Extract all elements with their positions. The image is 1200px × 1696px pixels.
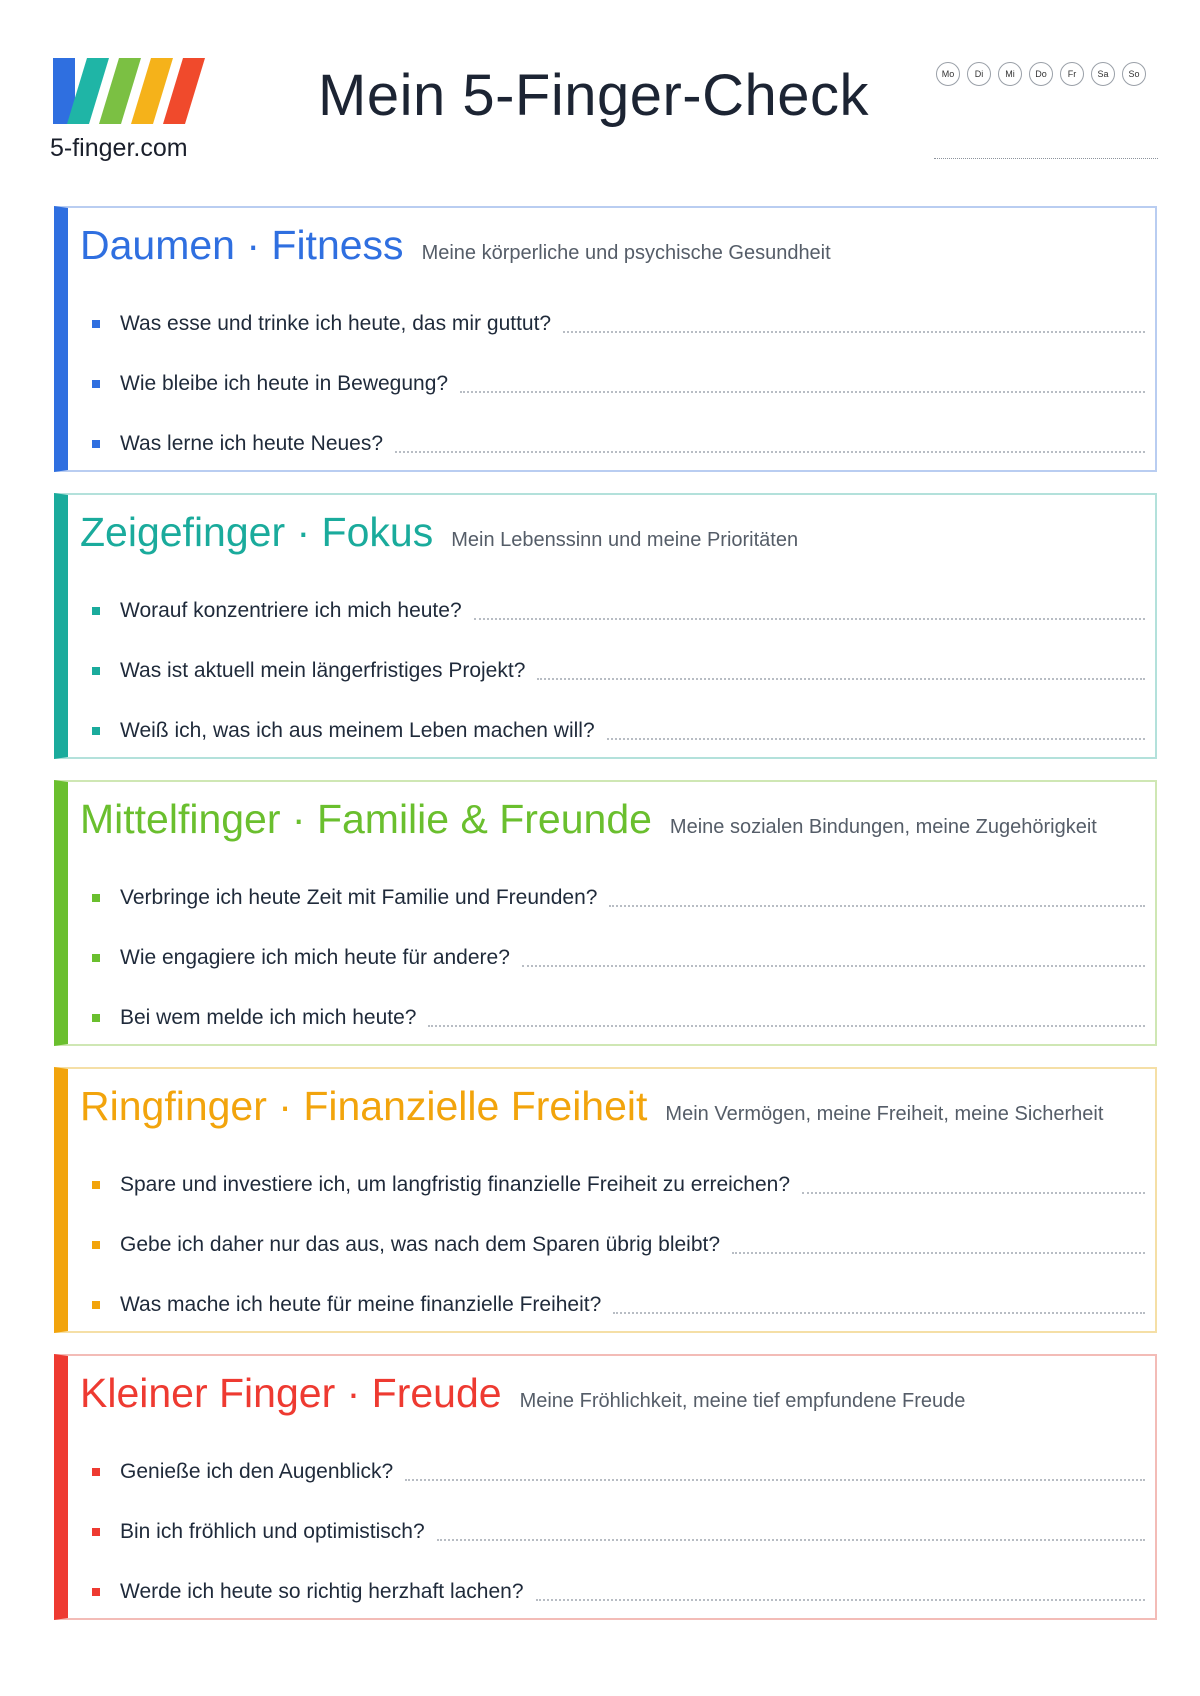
bullet-icon [92, 1241, 100, 1249]
question-row [80, 1577, 1145, 1607]
bullet-icon [92, 380, 100, 388]
question-text: Was ist aktuell mein längerfristiges Projekt? [120, 659, 526, 682]
section-header [80, 509, 798, 556]
page-header [0, 0, 1200, 200]
question-text: Werde ich heute so richtig herzhaft lachen? [120, 1580, 524, 1603]
answer-line[interactable] [522, 965, 1145, 967]
question-text: Spare und investiere ich, um langfristig finanzielle Freiheit zu erreichen? [120, 1173, 791, 1196]
answer-line[interactable] [405, 1479, 1145, 1481]
answer-line[interactable] [428, 1025, 1145, 1027]
question-text: Was esse und trinke ich heute, das mir guttut? [120, 312, 552, 335]
question-row [80, 309, 1145, 339]
bullet-icon [92, 1528, 100, 1536]
weekday-selector [936, 62, 1146, 86]
section-header [80, 1083, 1103, 1130]
site-url: 5-finger.com [50, 134, 188, 162]
question-row [80, 1230, 1145, 1260]
day-circle-sa[interactable]: Sa [1091, 62, 1115, 86]
question-text: Worauf konzentriere ich mich heute? [120, 599, 462, 622]
bullet-icon [92, 320, 100, 328]
section-finanzen [54, 1067, 1157, 1333]
answer-line[interactable] [536, 1599, 1145, 1601]
bullet-icon [92, 727, 100, 735]
question-row [80, 1290, 1145, 1320]
day-circle-do[interactable]: Do [1029, 62, 1053, 86]
question-row [80, 429, 1145, 459]
question-row [80, 656, 1145, 686]
bullet-icon [92, 667, 100, 675]
section-subtitle: Meine sozialen Bindungen, meine Zugehörigkeit [669, 816, 1097, 838]
bullet-icon [92, 1301, 100, 1309]
question-row [80, 1517, 1145, 1547]
answer-line[interactable] [437, 1539, 1145, 1541]
question-row [80, 883, 1145, 913]
answer-line[interactable] [732, 1252, 1145, 1254]
date-line[interactable] [934, 158, 1158, 159]
section-fokus [54, 493, 1157, 759]
question-text: Wie bleibe ich heute in Bewegung? [120, 372, 449, 395]
question-row [80, 1170, 1145, 1200]
bullet-icon [92, 440, 100, 448]
section-header [80, 222, 831, 269]
section-title: Kleiner Finger · Freude [80, 1370, 502, 1416]
answer-line[interactable] [563, 331, 1145, 333]
bullet-icon [92, 1181, 100, 1189]
logo-icon [53, 58, 218, 124]
section-familie [54, 780, 1157, 1046]
answer-line[interactable] [537, 678, 1145, 680]
question-text: Verbringe ich heute Zeit mit Familie und Freunden? [120, 886, 598, 909]
question-text: Bei wem melde ich mich heute? [120, 1006, 417, 1029]
page-title: Mein 5-Finger-Check [318, 63, 870, 128]
bullet-icon [92, 1014, 100, 1022]
day-circle-fr[interactable]: Fr [1060, 62, 1084, 86]
answer-line[interactable] [395, 451, 1145, 453]
section-header [80, 796, 1097, 843]
question-text: Genieße ich den Augenblick? [120, 1460, 394, 1483]
bullet-icon [92, 894, 100, 902]
question-row [80, 1003, 1145, 1033]
section-subtitle: Mein Vermögen, meine Freiheit, meine Sicherheit [665, 1103, 1104, 1125]
bullet-icon [92, 1468, 100, 1476]
answer-line[interactable] [474, 618, 1145, 620]
answer-line[interactable] [609, 905, 1145, 907]
section-fitness [54, 206, 1157, 472]
bullet-icon [92, 954, 100, 962]
section-subtitle: Meine Fröhlichkeit, meine tief empfundene Freude [519, 1390, 966, 1412]
section-subtitle: Meine körperliche und psychische Gesundheit [421, 242, 831, 264]
day-circle-mo[interactable]: Mo [936, 62, 960, 86]
question-text: Bin ich fröhlich und optimistisch? [120, 1520, 425, 1543]
question-row [80, 943, 1145, 973]
question-text: Wie engagiere ich mich heute für andere? [120, 946, 510, 969]
section-subtitle: Mein Lebenssinn und meine Prioritäten [451, 529, 799, 551]
day-circle-di[interactable]: Di [967, 62, 991, 86]
question-row [80, 1457, 1145, 1487]
answer-line[interactable] [460, 391, 1145, 393]
bullet-icon [92, 1588, 100, 1596]
question-text: Weiß ich, was ich aus meinem Leben machen will? [120, 719, 595, 742]
section-title: Daumen · Fitness [80, 222, 404, 268]
section-title: Mittelfinger · Familie & Freunde [80, 796, 652, 842]
section-header [80, 1370, 965, 1417]
question-row [80, 369, 1145, 399]
day-circle-so[interactable]: So [1122, 62, 1146, 86]
answer-line[interactable] [613, 1312, 1145, 1314]
question-text: Was mache ich heute für meine finanzielle Freiheit? [120, 1293, 602, 1316]
day-circle-mi[interactable]: Mi [998, 62, 1022, 86]
question-row [80, 716, 1145, 746]
answer-line[interactable] [802, 1192, 1145, 1194]
section-title: Zeigefinger · Fokus [80, 509, 434, 555]
question-text: Was lerne ich heute Neues? [120, 432, 384, 455]
section-title: Ringfinger · Finanzielle Freiheit [80, 1083, 648, 1129]
bullet-icon [92, 607, 100, 615]
question-row [80, 596, 1145, 626]
section-freude [54, 1354, 1157, 1620]
question-text: Gebe ich daher nur das aus, was nach dem Sparen übrig bleibt? [120, 1233, 721, 1256]
answer-line[interactable] [607, 738, 1145, 740]
